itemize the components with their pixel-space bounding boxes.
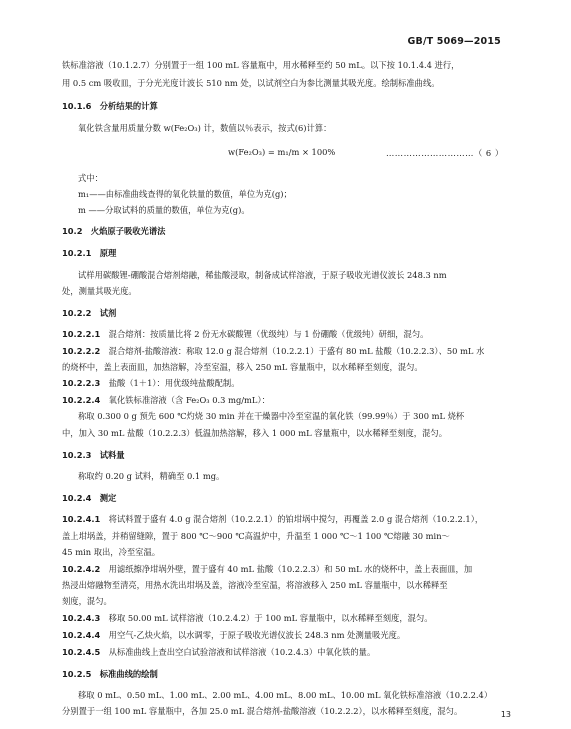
definition-line: m₁——由标准曲线查得的氧化铁量的数值，单位为克(g)； <box>78 189 292 199</box>
paragraph-line: 移取 0 mL、0.50 mL、1.00 mL、2.00 mL、4.00 mL、8.00 mL、10.00 mL 氧化铁标准溶液（10.2.2.4） <box>78 690 493 700</box>
paragraph-line: 试样用碳酸锂-硼酸混合熔剂熔融，稀盐酸浸取，制备成试样溶液，于原子吸收光谱仪波长 248.3 nm <box>78 270 447 280</box>
section-heading-10-2-4: 10.2.4 测定 <box>62 493 117 503</box>
clause-number: 10.2.2.1 <box>62 329 101 339</box>
paragraph-line: 中，加入 30 mL 盐酸（10.2.2.3）低温加热溶解，移入 1 000 mL 容量瓶中，以水稀释至刻度，混匀。 <box>62 428 447 438</box>
page-number: 13 <box>500 710 511 719</box>
paragraph-line: 的烧杯中，盖上表面皿，加热溶解，冷至室温，移入 250 mL 容量瓶中，以水稀释至刻度，混匀。 <box>62 362 423 372</box>
formula-number: …………………………（ 6 ） <box>386 148 504 158</box>
paragraph-line: 用 0.5 cm 吸收皿，于分光光度计波长 510 nm 处，以试剂空白为参比测量其吸光度。绘制标准曲线。 <box>62 78 440 88</box>
clause-text: 混合熔剂：按质量比将 2 份无水碳酸锂（优级纯）与 1 份硼酸（优级纯）研细，混匀。 <box>108 329 429 339</box>
clause-10-2-2-1 <box>62 325 510 343</box>
clause-text: 氧化铁标准溶液（含 Fe₂O₃ 0.3 mg/mL）： <box>108 395 270 405</box>
paragraph-line: 刻度，混匀。 <box>62 596 112 606</box>
section-heading-10-2: 10.2 火焰原子吸收光谱法 <box>62 226 166 236</box>
clause-text: 混合熔剂-盐酸溶液：称取 12.0 g 混合熔剂（10.2.2.1）于盛有 80 mL 盐酸（10.2.2.3）、50 mL 水 <box>108 346 485 356</box>
paragraph-line: 处，测量其吸光度。 <box>62 286 137 296</box>
clause-number: 10.2.4.2 <box>62 564 101 574</box>
clause-number: 10.2.4.4 <box>62 630 101 640</box>
paragraph-line: 热浸出熔融物至清亮，用热水洗出坩埚及盖，溶液冷至室温，将溶液移入 250 mL 容量瓶中，以水稀释至 <box>62 580 448 590</box>
clause-10-2-4-4 <box>62 626 510 644</box>
section-heading-10-1-6: 10.1.6 分析结果的计算 <box>62 101 158 111</box>
clause-number: 10.2.2.3 <box>62 378 101 388</box>
paragraph-line: 氧化铁含量用质量分数 w(Fe₂O₃) 计，数值以％表示，按式(6)计算： <box>78 123 332 133</box>
clause-text: 盐酸（1＋1）：用优级纯盐酸配制。 <box>108 378 240 388</box>
clause-10-2-2-3 <box>62 374 510 392</box>
clause-number: 10.2.4.1 <box>62 514 101 524</box>
clause-number: 10.2.4.3 <box>62 613 101 623</box>
paragraph-line: 分别置于一组 100 mL 容量瓶中，各加 25.0 mL 混合熔剂-盐酸溶液（10.2.2.2），以水稀释至刻度，混匀。 <box>62 706 463 716</box>
clause-number: 10.2.2.4 <box>62 395 101 405</box>
clause-text: 将试料置于盛有 4.0 g 混合熔剂（10.2.2.1）的铂坩埚中搅匀，再覆盖 2.0 g 混合熔剂（10.2.2.1）， <box>108 514 484 524</box>
clause-10-2-4-1 <box>62 510 510 528</box>
section-heading-10-2-5: 10.2.5 标准曲线的绘制 <box>62 669 158 679</box>
paragraph-line: 式中： <box>78 173 103 183</box>
paragraph-line: 称取约 0.20 g 试料，精确至 0.1 mg。 <box>78 471 225 481</box>
definition-line: m ——分取试料的质量的数值，单位为克(g)。 <box>78 205 250 215</box>
clause-text: 从标准曲线上查出空白试验溶液和试样溶液（10.2.4.3）中氧化铁的量。 <box>108 647 376 657</box>
clause-text: 用空气-乙炔火焰，以水调零，于原子吸收光谱仪波长 248.3 nm 处测量吸光度。 <box>108 630 406 640</box>
section-heading-10-2-3: 10.2.3 试料量 <box>62 450 125 460</box>
section-heading-10-2-1: 10.2.1 原理 <box>62 248 117 258</box>
paragraph-line: 称取 0.300 0 g 预先 600 ℃灼烧 30 min 并在干燥器中冷至室温的氧化铁（99.99％）于 300 mL 烧杯 <box>78 411 465 421</box>
clause-10-2-4-5 <box>62 643 510 661</box>
clause-text: 用滤纸擦净坩埚外壁，置于盛有 40 mL 盐酸（10.2.2.3）和 50 mL 水的烧杯中，盖上表面皿，加 <box>108 564 473 574</box>
clause-10-2-4-3 <box>62 609 510 627</box>
clause-text: 移取 50.00 mL 试样溶液（10.2.4.2）于 100 mL 容量瓶中，以水稀释至刻度，混匀。 <box>108 613 433 623</box>
clause-number: 10.2.2.2 <box>62 346 101 356</box>
standard-code: GB/T 5069—2015 <box>407 36 501 47</box>
paragraph-line: 盖上坩埚盖，并稍留缝隙，置于 800 ℃～900 ℃高温炉中，升温至 1 000 ℃～1 100 ℃熔融 30 min～ <box>62 531 450 541</box>
paragraph-line: 45 min 取出，冷至室温。 <box>62 547 161 557</box>
clause-number: 10.2.4.5 <box>62 647 101 657</box>
paragraph-line: 铁标准溶液（10.1.2.7）分别置于一组 100 mL 容量瓶中，用水稀释至约 50 mL。以下按 10.1.4.4 进行， <box>62 60 460 70</box>
section-heading-10-2-2: 10.2.2 试剂 <box>62 308 117 318</box>
formula-6: w(Fe₂O₃) = m₁/m × 100% <box>228 147 336 157</box>
